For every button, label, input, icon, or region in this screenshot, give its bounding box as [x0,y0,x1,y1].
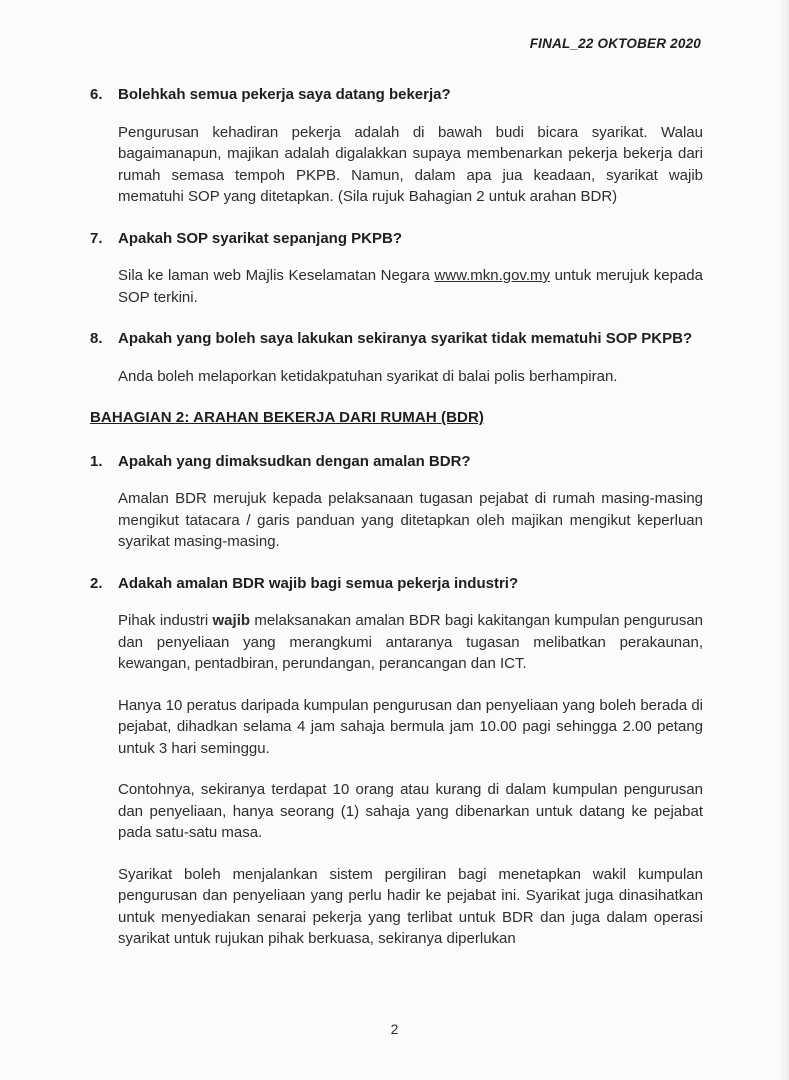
document-body [90,80,703,970]
paragraph [118,695,703,760]
text-segment: Sila ke laman web Majlis Keselamatan Negara [118,267,435,284]
question-text: Apakah SOP syarikat sepanjang PKPB? [118,229,402,247]
paragraph [118,265,703,308]
question-text: Bolehkah semua pekerja saya datang bekerja? [118,86,451,103]
question-item [90,228,703,250]
paragraph [118,122,703,208]
text-segment: Hanya 10 peratus daripada kumpulan pengurusan dan penyeliaan yang boleh berada di pejabat, dihadkan selama 4 jam sahaja bermula jam 10.00 pagi sehingga 2.00 petang untuk 3 hari seminggu. [118,696,703,757]
question-item [90,573,703,595]
paragraph [118,488,703,553]
text-segment: wajib [212,612,251,629]
url-text: www.mkn.gov.my [434,267,550,284]
question-number: 6. [90,86,103,103]
question-text: Adakah amalan BDR wajib bagi semua pekerja industri? [118,574,519,592]
text-segment: Amalan BDR merujuk kepada pelaksanaan tugasan pejabat di rumah masing-masing mengikut tatacara / garis panduan yang ditetapkan oleh majikan mengikut keperluan syarikat masing-masing. [118,490,703,550]
paragraph [118,864,703,950]
question-text: Apakah yang dimaksudkan dengan amalan BDR? [118,452,471,470]
text-segment: untuk merujuk kepada SOP terkini. [118,267,703,306]
question-number: 7. [90,229,103,247]
paragraph [118,366,703,388]
paragraph [118,610,703,675]
question-text: Apakah yang boleh saya lakukan sekiranya syarikat tidak mematuhi SOP PKPB? [118,330,693,347]
text-segment: melaksanakan amalan BDR bagi kakitangan kumpulan pengurusan dan penyeliaan yang merangkumi antaranya tugasan melibatkan perakaunan, kewangan, pentadbiran, perundangan, perancangan dan ICT. [118,612,704,672]
question-item [90,328,703,350]
paragraph [118,779,703,844]
section-heading: BAHAGIAN 2: ARAHAN BEKERJA DARI RUMAH (BDR) [90,409,485,426]
text-segment: Contohnya, sekiranya terdapat 10 orang atau kurang di dalam kumpulan pengurusan dan penyeliaan, hanya seorang (1) sahaja yang dibenarkan untuk datang ke pejabat pada satu-satu masa. [118,781,703,841]
text-segment: Pihak industri [118,612,213,629]
question-item [90,84,703,106]
document-version-label: FINAL_22 OKTOBER 2020 [529,36,701,51]
question-number: 8. [90,330,103,347]
question-number: 1. [90,452,103,470]
question-number: 2. [90,574,103,592]
question-item [90,451,703,473]
text-segment: Anda boleh melaporkan ketidakpatuhan syarikat di balai polis berhampiran. [118,367,618,385]
page-number: 2 [390,1021,399,1037]
text-segment: Pengurusan kehadiran pekerja adalah di bawah budi bicara syarikat. Walau bagaimanapun, majikan adalah digalakkan supaya membenarkan pekerja bekerja dari rumah semasa tempoh PKPB. Namun, dalam apa jua keadaan, syarikat wajib mematuhi SOP yang ditetapkan. (Sila rujuk Bahagian 2 untuk arahan BDR) [118,123,703,205]
page-edge-shadow [779,0,789,1080]
text-segment: Syarikat boleh menjalankan sistem pergiliran bagi menetapkan wakil kumpulan pengurusan dan penyeliaan yang perlu hadir ke pejabat ini. Syarikat juga dinasihatkan untuk menyediakan senarai pekerja yang terlibat untuk BDR dan juga dalam operasi syarikat untuk rujukan pihak berkuasa, sekiranya diperlukan [118,865,703,947]
